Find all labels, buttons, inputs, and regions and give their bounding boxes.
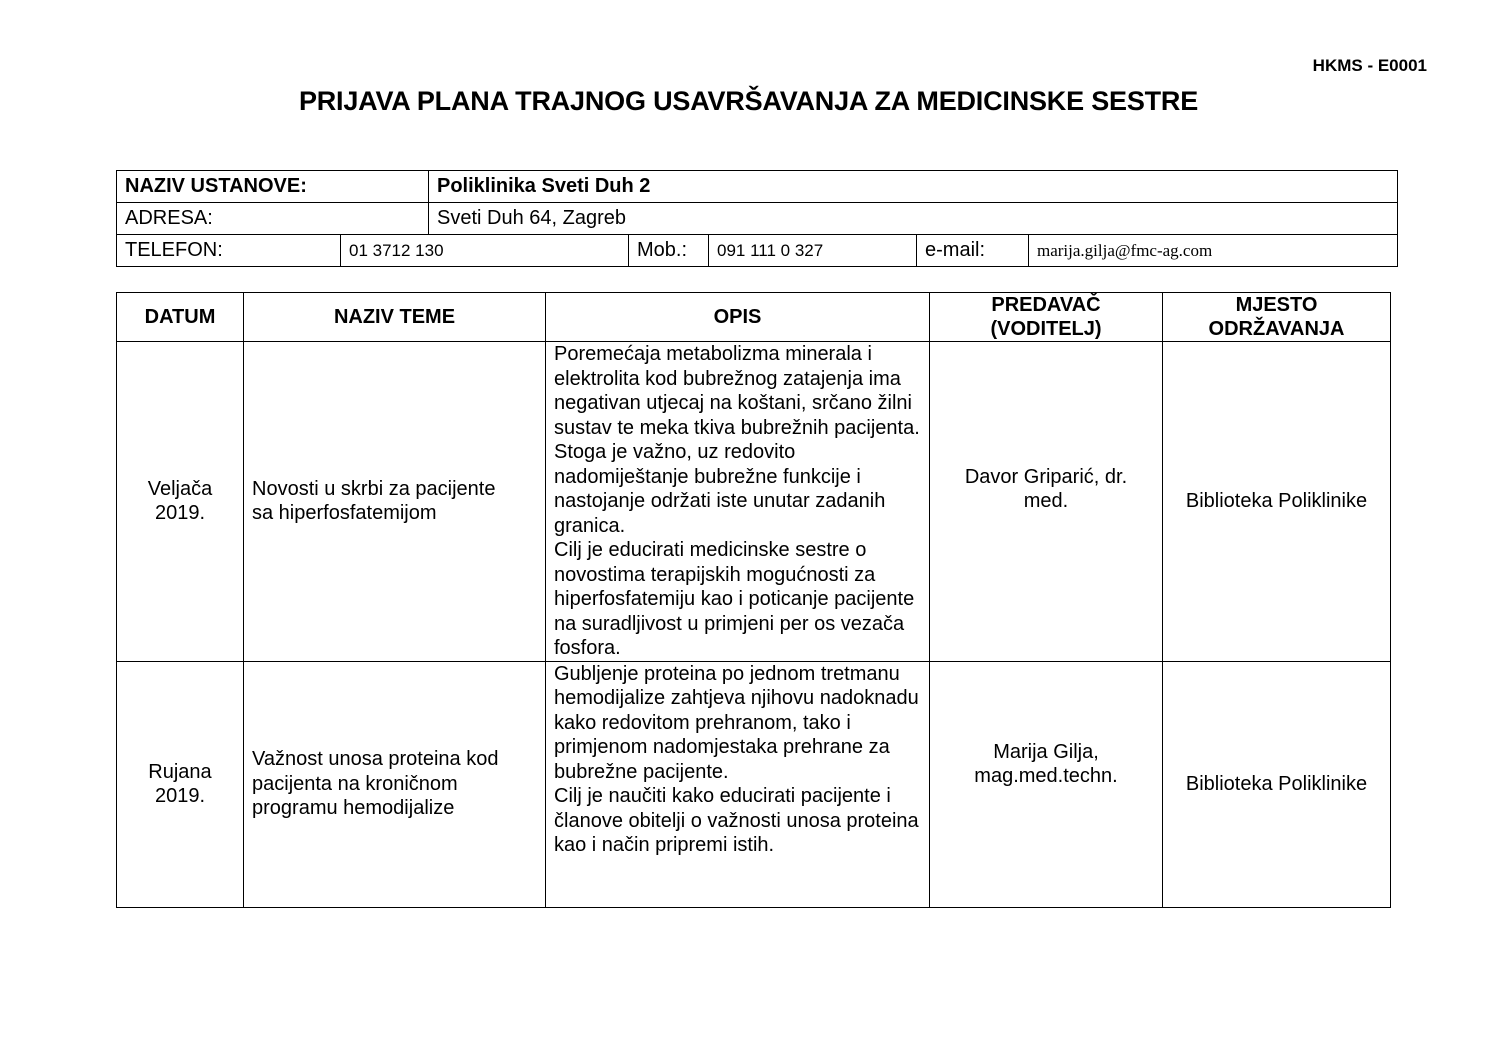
row-lecturer-line1: Marija Gilja, — [993, 740, 1099, 763]
row-lecturer-line2: mag.med.techn. — [974, 765, 1118, 787]
header-description: OPIS — [546, 293, 930, 342]
document-title: PRIJAVA PLANA TRAJNOG USAVRŠAVANJA ZA MEDICINSKE SESTRE — [298, 86, 1199, 116]
row-description — [546, 661, 930, 907]
header-lecturer-line2: (VODITELJ) — [990, 318, 1102, 340]
institution-name-row — [117, 171, 1398, 203]
row-topic-line2: pacijenta na kroničnom — [252, 772, 458, 795]
phone-label: TELEFON: — [117, 235, 341, 267]
row-date-line2: 2019. — [154, 502, 206, 525]
row-topic-line2: sa hiperfosfatemijom — [252, 502, 437, 525]
header-date: DATUM — [117, 293, 244, 342]
row-lecturer — [930, 342, 1163, 662]
institution-table — [116, 170, 1398, 267]
row-date-line1: Rujana — [148, 760, 212, 783]
header-location-line2: ODRŽAVANJA — [1208, 318, 1345, 340]
institution-address-label: ADRESA: — [117, 203, 429, 235]
table-row — [117, 661, 1391, 907]
row-topic — [244, 661, 546, 907]
institution-contact-row — [117, 235, 1398, 267]
header-topic: NAZIV TEME — [244, 293, 546, 342]
header-lecturer — [930, 293, 1163, 342]
row-date — [117, 342, 244, 662]
header-location-line1: MJESTO — [1235, 294, 1318, 316]
row-lecturer-line2: med. — [1023, 490, 1069, 513]
row-topic-line1: Važnost unosa proteina kod — [252, 748, 499, 771]
institution-address-row — [117, 203, 1398, 235]
row-lecturer-line1: Davor Griparić, dr. — [964, 465, 1128, 488]
row-location: Biblioteka Poliklinike — [1163, 342, 1391, 662]
education-plan-table — [116, 292, 1391, 908]
row-location: Biblioteka Poliklinike — [1163, 661, 1391, 907]
plan-header-row — [117, 293, 1391, 342]
row-topic — [244, 342, 546, 662]
row-description-para2: Cilj je naučiti kako educirati pacijente i članove obitelji o važnosti unosa proteina kao i način pripremi istih. — [554, 785, 919, 856]
email-label: e-mail: — [917, 235, 1029, 267]
row-topic-line1: Novosti u skrbi za pacijente — [252, 477, 496, 500]
row-description — [546, 342, 930, 662]
institution-address-value: Sveti Duh 64, Zagreb — [429, 203, 1398, 235]
row-description-para1: Poremećaja metabolizma minerala i elektrolita kod bubrežnog zatajenja ima negativan utjecaj na koštani, srčano žilni sustav te meka tkiva bubrežnih pacijenta. Stoga je važno, uz redovito nadomiještanje bubrežne funkcije i nastojanje održati iste unutar zadanih granica. — [554, 343, 920, 537]
institution-name-value: Poliklinika Sveti Duh 2 — [429, 171, 1398, 203]
phone-value: 01 3712 130 — [341, 235, 629, 267]
institution-name-label: NAZIV USTANOVE: — [117, 171, 429, 203]
header-location — [1163, 293, 1391, 342]
row-date-line2: 2019. — [154, 785, 206, 807]
mobile-value: 091 111 0 327 — [709, 235, 917, 267]
row-lecturer — [930, 661, 1163, 907]
row-date-line1: Veljača — [147, 477, 213, 500]
mobile-label: Mob.: — [629, 235, 709, 267]
form-code: HKMS - E0001 — [1312, 56, 1427, 75]
header-lecturer-line1: PREDAVAČ — [991, 294, 1101, 316]
email-value: marija.gilja@fmc-ag.com — [1029, 235, 1398, 267]
table-row — [117, 342, 1391, 662]
row-date — [117, 661, 244, 907]
row-description-para1: Gubljenje proteina po jednom tretmanu hemodijalize zahtjeva njihovu nadoknadu kako redovitom prehranom, tako i primjenom nadomjestaka prehrane za bubrežne pacijente. — [554, 662, 919, 783]
row-description-para2: Cilj je educirati medicinske sestre o novostima terapijskih mogućnosti za hiperfosfatemiju kao i poticanje pacijente na suradljivost u primjeni per os vezača fosfora. — [554, 539, 915, 659]
row-topic-line3: programu hemodijalize — [252, 797, 455, 820]
